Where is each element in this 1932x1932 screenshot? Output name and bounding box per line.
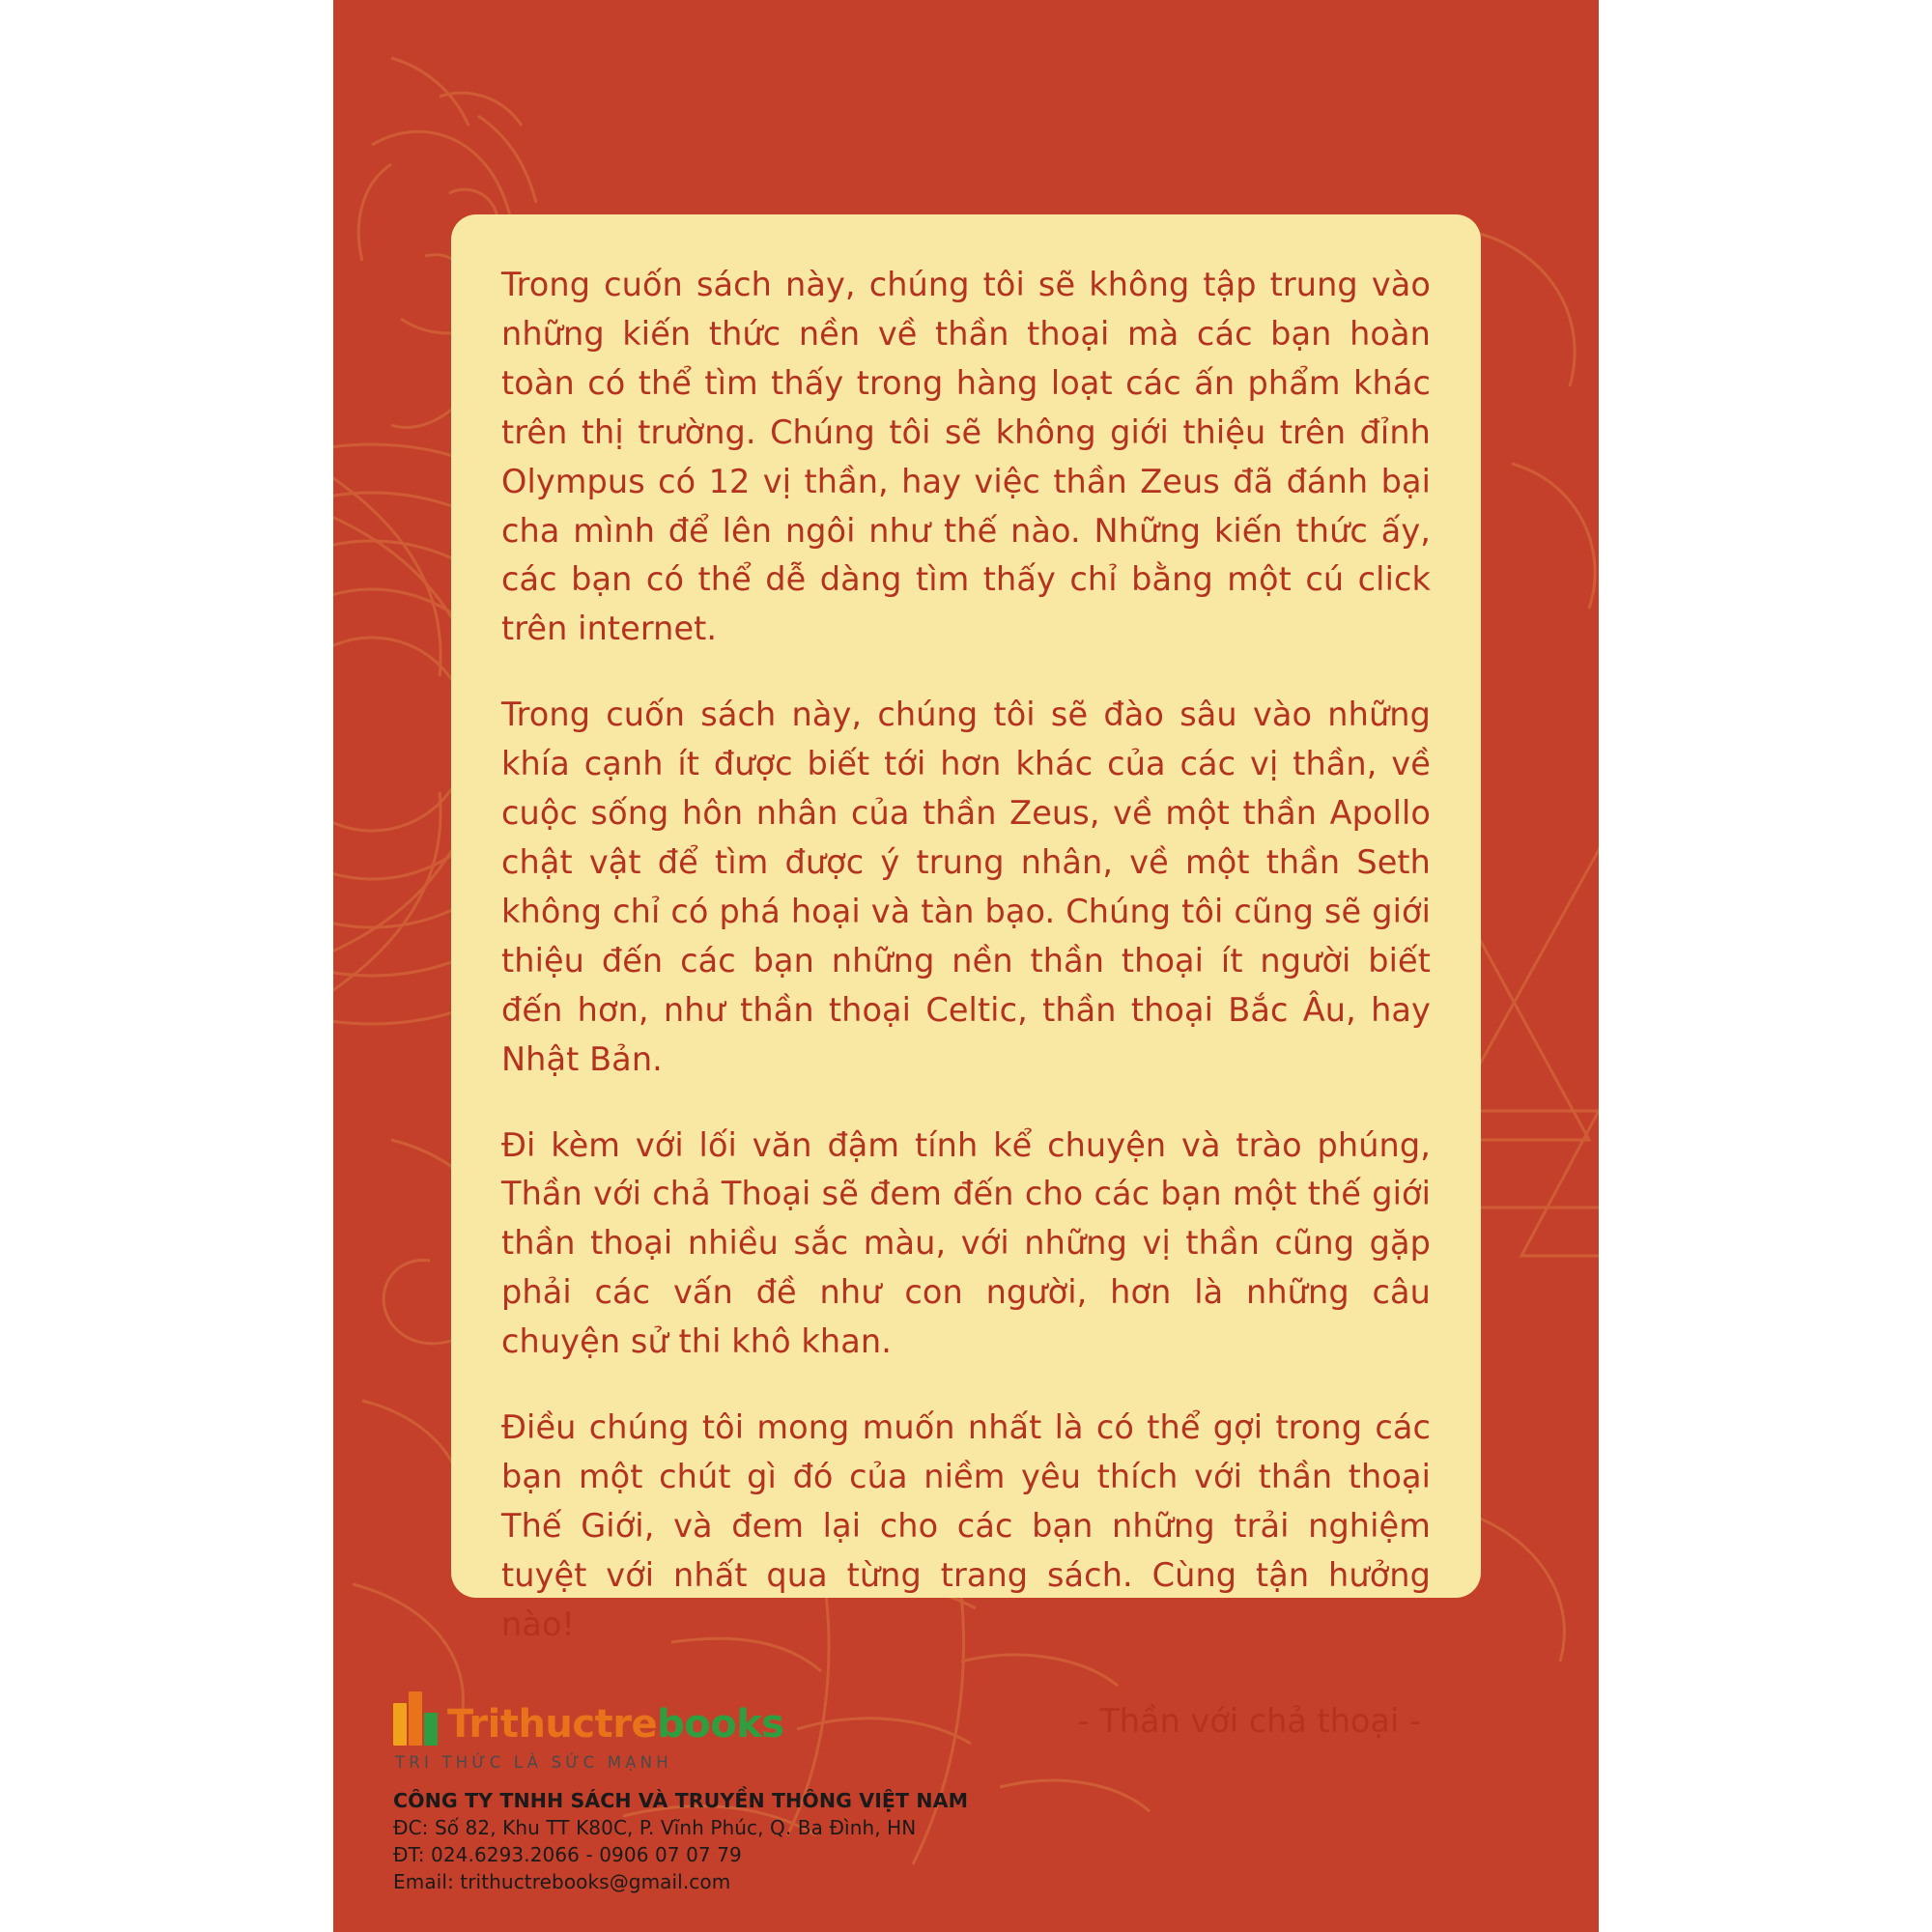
publisher-block xyxy=(393,1690,1185,1893)
blurb-signature: - Thần với chả thoại - xyxy=(1077,1701,1421,1740)
publisher-logo-word-a: Trithuctre xyxy=(447,1702,658,1747)
publisher-email: Email: trithuctrebooks@gmail.com xyxy=(393,1870,731,1893)
blurb-paragraph-4: Điều chúng tôi mong muốn nhất là có thể gợi trong các bạn một chút gì đó của niềm yêu thích với thần thoại Thế Giới, và đem lại cho các bạn những trải nghiệm tuyệt với nhất qua từng trang sách. Cùng tận hưởng nào! xyxy=(501,1408,1431,1643)
trithuctre-bars-icon xyxy=(393,1690,438,1746)
publisher-phone: ĐT: 024.6293.2066 - 0906 07 07 79 xyxy=(393,1843,742,1866)
blurb-paragraph-1: Trong cuốn sách này, chúng tôi sẽ không tập trung vào những kiến thức nền về thần thoại mà các bạn hoàn toàn có thể tìm thấy trong hàng loạt các ấn phẩm khác trên thị trường. Chúng tôi sẽ không giới thiệu trên đỉnh Olympus có 12 vị thần, hay việc thần Zeus đã đánh bại cha mình để lên ngôi như thế nào. Những kiến thức ấy, các bạn có thể dễ dàng tìm thấy chỉ bằng một cú click trên internet. xyxy=(501,266,1431,648)
publisher-tagline: TRI THỨC LÀ SỨC MẠNH xyxy=(395,1753,672,1772)
publisher-logo-wordmark xyxy=(447,1702,784,1747)
blurb-paragraph-2: Trong cuốn sách này, chúng tôi sẽ đào sâu vào những khía cạnh ít được biết tới hơn khác của các vị thần, về cuộc sống hôn nhân của thần Zeus, về một thần Apollo chật vật để tìm được ý trung nhân, về một thần Seth không chỉ có phá hoại và tàn bạo. Chúng tôi cũng sẽ giới thiệu đến các bạn những nền thần thoại ít người biết đến hơn, như thần thoại Celtic, thần thoại Bắc Âu, hay Nhật Bản. xyxy=(501,696,1431,1078)
cover-panel xyxy=(333,0,1599,1932)
publisher-address: ĐC: Số 82, Khu TT K80C, P. Vĩnh Phúc, Q. Ba Đình, HN xyxy=(393,1816,917,1839)
publisher-logo-word-b: books xyxy=(657,1702,784,1747)
blurb-paragraph-3: Đi kèm với lối văn đậm tính kể chuyện và trào phúng, Thần với chả Thoại sẽ đem đến cho các bạn một thế giới thần thoại nhiều sắc màu, với những vị thần cũng gặp phải các vấn đề như con người, hơn là những câu chuyện sử thi khô khan. xyxy=(501,1125,1431,1361)
publisher-company-name: CÔNG TY TNHH SÁCH VÀ TRUYỀN THÔNG VIỆT NAM xyxy=(393,1789,969,1812)
publisher-logo xyxy=(393,1690,1185,1746)
